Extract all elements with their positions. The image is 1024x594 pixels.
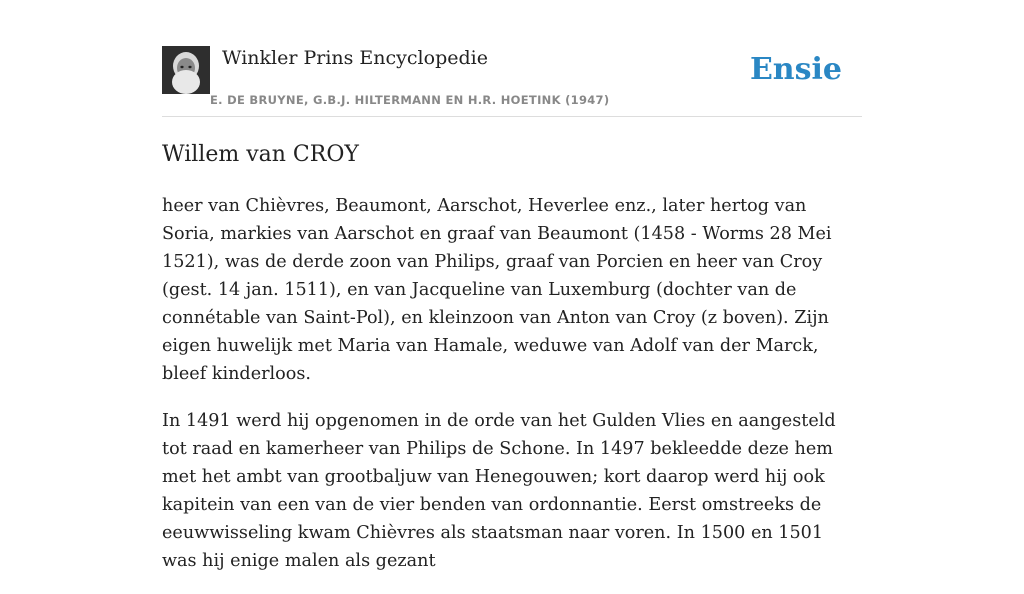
source-authors: E. DE BRUYNE, G.B.J. HILTERMANN EN H.R. HOETINK (1947) [210, 93, 610, 107]
source-title[interactable]: Winkler Prins Encyclopedie [222, 47, 488, 69]
ensie-logo[interactable]: Ensie [749, 52, 842, 87]
article-paragraph: In 1491 werd hij opgenomen in de orde van het Gulden Vlies en aangesteld tot raad en kamerheer van Philips de Schone. In 1497 bekleedde deze hem met het ambt van grootbaljuw van Henegouwen; kort daarop werd hij ook kapitein van een van de vier benden van ordonnantie. Eerst omstreeks de eeuwwisseling kwam Chièvres als staatsman naar voren. In 1500 en 1501 was hij enige malen als gezant [162, 411, 836, 571]
article-paragraph: heer van Chièvres, Beaumont, Aarschot, Heverlee enz., later hertog van Soria, markies van Aarschot en graaf van Beaumont (1458 - Worms 28 Mei 1521), was de derde zoon van Philips, graaf van Porcien en heer van Croy (gest. 14 jan. 1511), en van Jacqueline van Luxemburg (dochter van de connétable van Saint-Pol), en kleinzoon van Anton van Croy (z boven). Zijn eigen huwelijk met Maria van Hamale, weduwe van Adolf van der Marck, bleef kinderloos. [162, 196, 832, 384]
author-portrait-icon[interactable] [162, 46, 210, 94]
article-body [162, 192, 862, 594]
source-header [162, 46, 862, 117]
article-title: Willem van CROY [162, 142, 359, 167]
